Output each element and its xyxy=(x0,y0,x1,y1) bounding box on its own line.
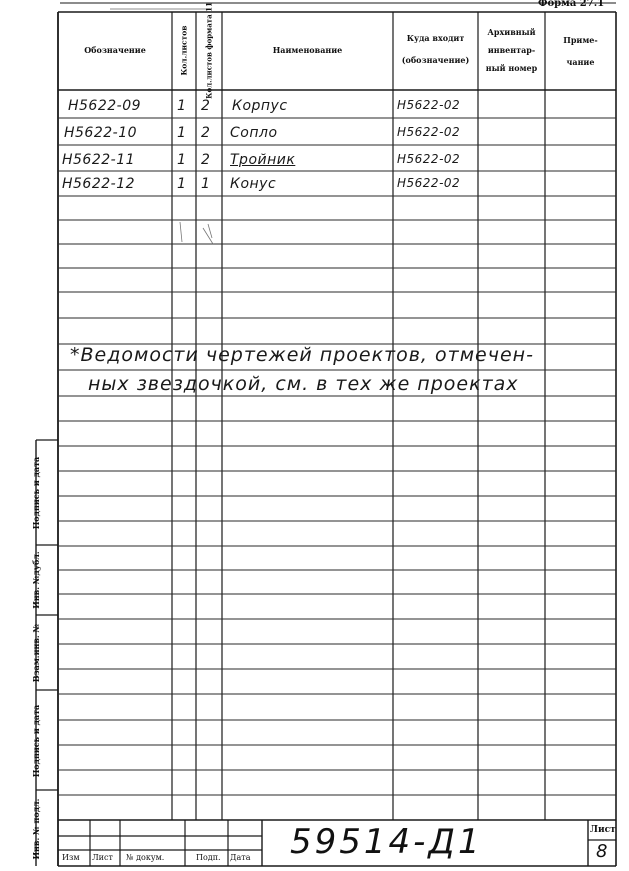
row-2-format: 2 xyxy=(201,125,211,141)
side-label-replace-inv: Взам.инв. № xyxy=(31,623,41,683)
row-3-sheets: 1 xyxy=(177,152,187,168)
row-3-name: Тройник xyxy=(230,152,296,168)
sheet-label: Лист xyxy=(590,825,616,835)
form-label: Форма 27.1 xyxy=(538,0,605,9)
row-1-name: Корпус xyxy=(232,98,288,114)
header-note-2: чание xyxy=(566,57,595,67)
header-archive-1: Архивный xyxy=(487,27,536,37)
handwritten-note-line-2: ных звездочкой, см. в тех же проектах xyxy=(88,373,519,395)
row-4-name: Конус xyxy=(230,176,277,192)
header-sheets-count: Кол.листов xyxy=(179,25,189,76)
row-2-sheets: 1 xyxy=(177,125,187,141)
side-label-dup-inv: Инв. №дубл. xyxy=(31,551,41,609)
header-sheets-format-text: Кол.листов формата 11 xyxy=(204,2,214,99)
tb-list: Лист xyxy=(92,853,113,862)
row-4-where-used: Н5622-02 xyxy=(397,176,461,190)
side-label-orig-inv: Инв. № подл. xyxy=(31,798,41,860)
header-archive-3: ный номер xyxy=(485,63,538,73)
row-2-name: Сопло xyxy=(230,125,278,141)
row-2-designation: Н5622-10 xyxy=(64,125,138,141)
tb-doc-no: № докум. xyxy=(126,853,165,862)
tb-izm: Изм xyxy=(62,853,80,862)
tb-sign: Подп. xyxy=(196,853,221,862)
header-note-1: Приме- xyxy=(563,35,598,45)
tb-date: Дата xyxy=(230,853,251,862)
document-number: 59514-Д1 xyxy=(290,822,483,862)
header-where-used-1: Куда входит xyxy=(406,33,465,43)
header-designation: Обозначение xyxy=(84,45,146,55)
handwritten-note-line-1: *Ведомости чертежей проектов, отмечен- xyxy=(70,344,534,366)
sheet-number: 8 xyxy=(596,841,608,862)
row-2-where-used: Н5622-02 xyxy=(397,125,461,139)
row-4-format: 1 xyxy=(201,176,211,192)
row-3-where-used: Н5622-02 xyxy=(397,152,461,166)
header-where-used-2: (обозначение) xyxy=(401,55,470,65)
row-4-sheets: 1 xyxy=(177,176,187,192)
row-4-designation: Н5622-12 xyxy=(62,176,136,192)
header-archive-2: инвентар- xyxy=(487,45,536,55)
row-1-sheets: 1 xyxy=(177,98,187,114)
row-1-format: 2 xyxy=(201,98,211,114)
side-label-sign-date-bottom: Подпись и дата xyxy=(31,704,41,778)
row-3-designation: Н5622-11 xyxy=(62,152,136,168)
row-1-designation: Н5622-09 xyxy=(68,98,142,114)
header-name: Наименование xyxy=(272,45,343,55)
row-1-where-used: Н5622-02 xyxy=(397,98,461,112)
side-label-sign-date-top: Подпись и дата xyxy=(31,456,41,530)
row-3-format: 2 xyxy=(201,152,211,168)
